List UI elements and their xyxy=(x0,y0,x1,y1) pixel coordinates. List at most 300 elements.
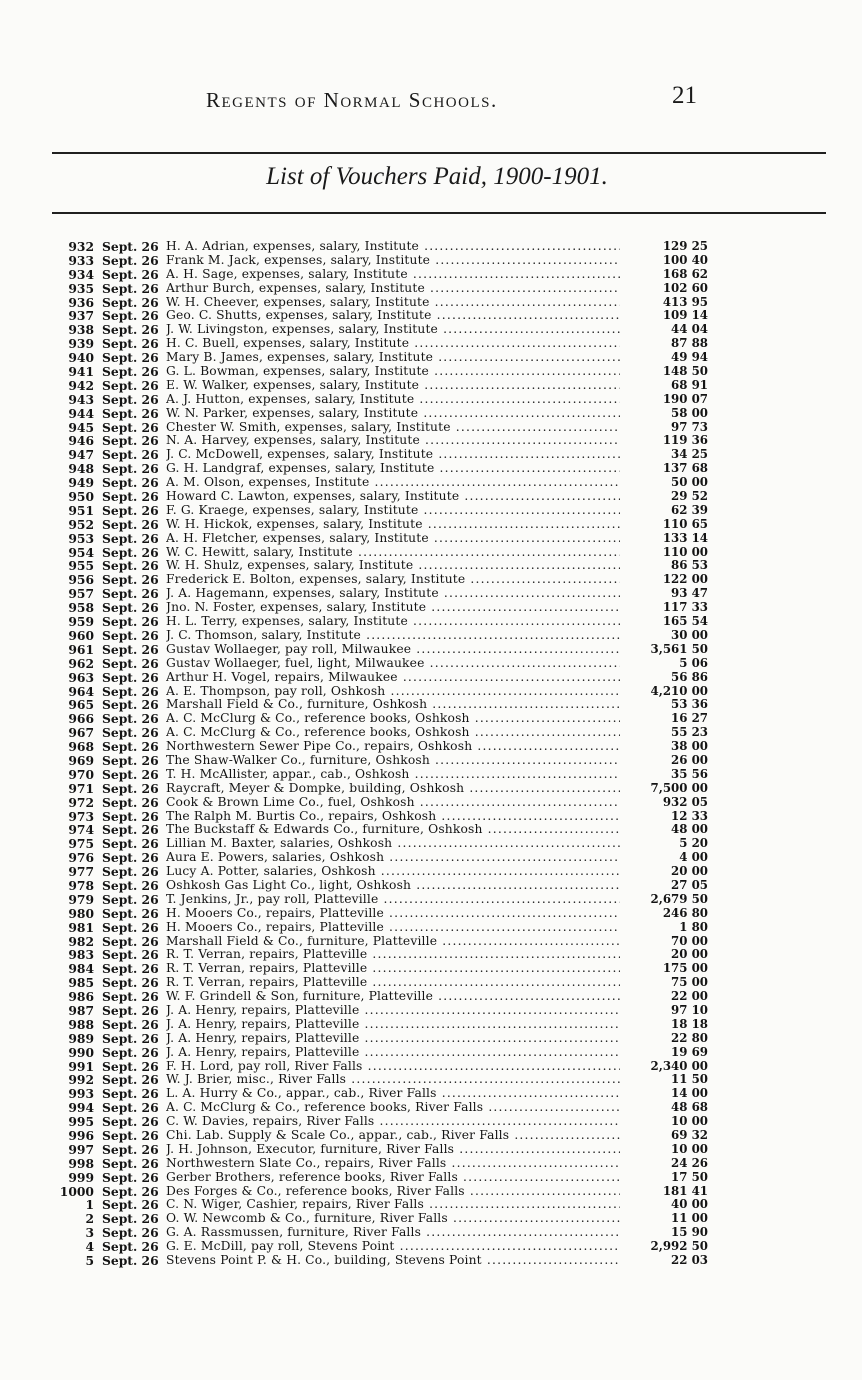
voucher-payee: A. M. Olson, expenses, Institute ..... xyxy=(166,476,620,490)
voucher-row xyxy=(0,879,862,893)
voucher-date: Sept. 26 xyxy=(102,1058,159,1074)
voucher-payee: H. C. Buell, expenses, salary, Institute ..... xyxy=(166,337,620,351)
voucher-amount: 11 50 xyxy=(671,1072,708,1087)
voucher-number: 992 xyxy=(68,1072,94,1088)
voucher-date: Sept. 26 xyxy=(102,1155,159,1171)
voucher-number: 956 xyxy=(68,572,94,588)
voucher-row xyxy=(0,1101,862,1115)
voucher-payee: Arthur H. Vogel, repairs, Milwaukee ..... xyxy=(166,671,620,685)
voucher-row xyxy=(0,754,862,768)
voucher-date: Sept. 26 xyxy=(102,1128,159,1143)
voucher-payee: Gustav Wollaeger, fuel, light, Milwaukee ..... xyxy=(166,657,620,671)
voucher-date: Sept. 26 xyxy=(102,864,159,880)
voucher-amount: 20 00 xyxy=(671,864,708,879)
voucher-amount: 17 50 xyxy=(671,1169,708,1184)
voucher-amount: 119 36 xyxy=(662,433,708,448)
voucher-date: Sept. 26 xyxy=(102,1072,159,1088)
voucher-payee: W. H. Cheever, expenses, salary, Institute ..... xyxy=(166,296,620,310)
voucher-row xyxy=(0,1143,862,1157)
voucher-number: 999 xyxy=(68,1169,94,1185)
voucher-payee: G. L. Bowman, expenses, salary, Institute ..... xyxy=(166,365,620,379)
voucher-payee: F. G. Kraege, expenses, salary, Institute ..... xyxy=(166,504,620,518)
voucher-payee: G. E. McDill, pay roll, Stevens Point ..... xyxy=(166,1240,620,1254)
voucher-number: 963 xyxy=(68,669,94,685)
voucher-number: 991 xyxy=(68,1058,94,1074)
voucher-date: Sept. 26 xyxy=(102,586,159,602)
voucher-number: 972 xyxy=(68,794,94,810)
voucher-amount: 110 00 xyxy=(662,544,708,559)
voucher-number: 936 xyxy=(68,294,94,310)
voucher-date: Sept. 26 xyxy=(102,1197,159,1213)
voucher-payee: G. H. Landgraf, expenses, salary, Institute ..... xyxy=(166,462,620,476)
voucher-row xyxy=(0,323,862,337)
voucher-date: Sept. 26 xyxy=(102,933,159,949)
voucher-number: 982 xyxy=(68,933,94,949)
voucher-row xyxy=(0,421,862,435)
voucher-amount: 58 00 xyxy=(671,405,708,420)
voucher-date: Sept. 26 xyxy=(102,669,159,685)
voucher-amount: 129 25 xyxy=(662,239,708,253)
voucher-row xyxy=(0,657,862,671)
voucher-number: 933 xyxy=(68,252,94,268)
voucher-number: 996 xyxy=(68,1128,94,1143)
voucher-payee: J. C. McDowell, expenses, salary, Institute ..... xyxy=(166,448,620,462)
voucher-payee: Northwestern Slate Co., repairs, River Falls ..... xyxy=(166,1157,620,1171)
voucher-number: 983 xyxy=(68,947,94,963)
voucher-date: Sept. 26 xyxy=(102,697,159,713)
voucher-number: 987 xyxy=(68,1002,94,1018)
voucher-date: Sept. 26 xyxy=(102,947,159,963)
voucher-row xyxy=(0,1018,862,1032)
voucher-row xyxy=(0,1254,862,1268)
voucher-date: Sept. 26 xyxy=(102,905,159,921)
voucher-row xyxy=(0,254,862,268)
voucher-amount: 24 26 xyxy=(671,1155,708,1170)
voucher-payee: W. J. Brier, misc., River Falls ..... xyxy=(166,1073,620,1087)
voucher-date: Sept. 26 xyxy=(102,1030,159,1046)
voucher-row xyxy=(0,309,862,323)
voucher-payee: J. A. Henry, repairs, Platteville ..... xyxy=(166,1004,620,1018)
voucher-number: 989 xyxy=(68,1030,94,1046)
voucher-payee: T. H. McAllister, appar., cab., Oshkosh ..... xyxy=(166,768,620,782)
voucher-date: Sept. 26 xyxy=(102,572,159,588)
voucher-number: 961 xyxy=(68,641,94,657)
voucher-number: 976 xyxy=(68,850,94,866)
voucher-date: Sept. 26 xyxy=(102,308,159,324)
voucher-payee: Lucy A. Potter, salaries, Oshkosh ..... xyxy=(166,865,620,879)
voucher-amount: 2,340 00 xyxy=(650,1058,708,1073)
voucher-row xyxy=(0,268,862,282)
voucher-number: 1 xyxy=(85,1197,94,1213)
voucher-payee: Des Forges & Co., reference books, River Falls ..... xyxy=(166,1185,620,1199)
voucher-amount: 29 52 xyxy=(671,489,708,504)
voucher-amount: 97 73 xyxy=(671,419,708,434)
voucher-date: Sept. 26 xyxy=(102,1253,159,1269)
voucher-row xyxy=(0,1004,862,1018)
voucher-date: Sept. 26 xyxy=(102,1002,159,1018)
voucher-payee: Northwestern Sewer Pipe Co., repairs, Oshkosh ..... xyxy=(166,740,620,754)
voucher-amount: 20 00 xyxy=(671,947,708,962)
voucher-number: 990 xyxy=(68,1044,94,1060)
voucher-row xyxy=(0,476,862,490)
voucher-amount: 148 50 xyxy=(662,364,708,379)
voucher-amount: 11 00 xyxy=(671,1211,708,1226)
voucher-number: 966 xyxy=(68,711,94,727)
voucher-payee: Gerber Brothers, reference books, River Falls ..... xyxy=(166,1171,620,1185)
page-header xyxy=(0,80,862,120)
voucher-date: Sept. 26 xyxy=(102,266,159,282)
voucher-amount: 181 41 xyxy=(662,1183,708,1198)
voucher-number: 957 xyxy=(68,586,94,602)
voucher-number: 953 xyxy=(68,530,94,546)
voucher-row xyxy=(0,907,862,921)
voucher-payee: W. H. Shulz, expenses, salary, Institute ..... xyxy=(166,559,620,573)
voucher-payee: Gustav Wollaeger, pay roll, Milwaukee ..... xyxy=(166,643,620,657)
voucher-date: Sept. 26 xyxy=(102,766,159,782)
voucher-payee: The Buckstaff & Edwards Co., furniture, Oshkosh ..... xyxy=(166,823,620,837)
voucher-row xyxy=(0,587,862,601)
top-rule xyxy=(52,152,826,154)
voucher-row xyxy=(0,823,862,837)
voucher-amount: 122 00 xyxy=(662,572,708,587)
voucher-number: 939 xyxy=(68,336,94,352)
voucher-row xyxy=(0,837,862,851)
voucher-row xyxy=(0,948,862,962)
voucher-number: 984 xyxy=(68,961,94,977)
voucher-row xyxy=(0,407,862,421)
voucher-payee: C. N. Wiger, Cashier, repairs, River Falls ..... xyxy=(166,1198,620,1212)
voucher-payee: Chester W. Smith, expenses, salary, Institute ..... xyxy=(166,421,620,435)
voucher-row xyxy=(0,1087,862,1101)
voucher-amount: 30 00 xyxy=(671,627,708,642)
voucher-date: Sept. 26 xyxy=(102,919,159,935)
voucher-amount: 34 25 xyxy=(671,447,708,462)
voucher-row xyxy=(0,629,862,643)
voucher-payee: Mary B. James, expenses, salary, Institute ..... xyxy=(166,351,620,365)
voucher-number: 954 xyxy=(68,544,94,560)
voucher-date: Sept. 26 xyxy=(102,1086,159,1102)
voucher-payee: C. W. Davies, repairs, River Falls ..... xyxy=(166,1115,620,1129)
voucher-amount: 1 80 xyxy=(679,919,708,934)
voucher-number: 975 xyxy=(68,836,94,852)
voucher-row xyxy=(0,240,862,254)
bottom-rule xyxy=(52,212,826,214)
voucher-row xyxy=(0,685,862,699)
voucher-number: 970 xyxy=(68,766,94,782)
voucher-amount: 100 40 xyxy=(662,252,708,267)
voucher-date: Sept. 26 xyxy=(102,489,159,505)
voucher-amount: 55 23 xyxy=(671,725,708,740)
voucher-date: Sept. 26 xyxy=(102,502,159,518)
voucher-amount: 68 91 xyxy=(671,377,708,392)
voucher-row xyxy=(0,601,862,615)
voucher-payee: The Ralph M. Burtis Co., repairs, Oshkosh ..... xyxy=(166,810,620,824)
voucher-amount: 4 00 xyxy=(679,850,708,865)
voucher-row xyxy=(0,1129,862,1143)
voucher-date: Sept. 26 xyxy=(102,627,159,643)
voucher-payee: Raycraft, Meyer & Dompke, building, Oshkosh ..... xyxy=(166,782,620,796)
voucher-row xyxy=(0,893,862,907)
voucher-amount: 27 05 xyxy=(671,877,708,892)
voucher-amount: 15 90 xyxy=(671,1225,708,1240)
voucher-row xyxy=(0,643,862,657)
voucher-amount: 70 00 xyxy=(671,933,708,948)
voucher-date: Sept. 26 xyxy=(102,1141,159,1157)
voucher-date: Sept. 26 xyxy=(102,1225,159,1241)
voucher-amount: 109 14 xyxy=(662,308,708,323)
voucher-amount: 75 00 xyxy=(671,975,708,990)
voucher-row xyxy=(0,351,862,365)
voucher-number: 995 xyxy=(68,1114,94,1130)
voucher-row xyxy=(0,337,862,351)
voucher-number: 969 xyxy=(68,752,94,768)
voucher-amount: 12 33 xyxy=(671,808,708,823)
voucher-amount: 48 00 xyxy=(671,822,708,837)
voucher-date: Sept. 26 xyxy=(102,1114,159,1130)
voucher-payee: A. J. Hutton, expenses, salary, Institute ..... xyxy=(166,393,620,407)
voucher-amount: 19 69 xyxy=(671,1044,708,1059)
voucher-amount: 2,679 50 xyxy=(650,891,708,906)
voucher-date: Sept. 26 xyxy=(102,739,159,755)
voucher-number: 977 xyxy=(68,864,94,880)
voucher-row xyxy=(0,1046,862,1060)
voucher-payee: A. E. Thompson, pay roll, Oshkosh ..... xyxy=(166,685,620,699)
list-title: List of Vouchers Paid, 1900-1901. xyxy=(266,163,608,190)
voucher-number: 4 xyxy=(85,1239,94,1255)
voucher-amount: 26 00 xyxy=(671,752,708,767)
voucher-number: 941 xyxy=(68,364,94,380)
voucher-date: Sept. 26 xyxy=(102,1211,159,1227)
voucher-amount: 110 65 xyxy=(662,516,708,531)
voucher-amount: 10 00 xyxy=(671,1114,708,1129)
voucher-number: 960 xyxy=(68,627,94,643)
voucher-row xyxy=(0,768,862,782)
voucher-row xyxy=(0,782,862,796)
voucher-payee: J. C. Thomson, salary, Institute ..... xyxy=(166,629,620,643)
voucher-amount: 246 80 xyxy=(662,905,708,920)
voucher-payee: G. A. Rassmussen, furniture, River Falls ..... xyxy=(166,1226,620,1240)
voucher-amount: 44 04 xyxy=(671,322,708,337)
voucher-payee: Cook & Brown Lime Co., fuel, Oshkosh ..... xyxy=(166,796,620,810)
voucher-number: 948 xyxy=(68,461,94,477)
voucher-row xyxy=(0,448,862,462)
voucher-amount: 7,500 00 xyxy=(650,780,708,795)
voucher-row xyxy=(0,810,862,824)
voucher-payee: A. C. McClurg & Co., reference books, River Falls ..... xyxy=(166,1101,620,1115)
voucher-amount: 49 94 xyxy=(671,350,708,365)
voucher-row xyxy=(0,559,862,573)
voucher-number: 5 xyxy=(85,1253,94,1269)
voucher-payee: R. T. Verran, repairs, Platteville ..... xyxy=(166,948,620,962)
voucher-date: Sept. 26 xyxy=(102,780,159,796)
voucher-amount: 175 00 xyxy=(662,961,708,976)
voucher-row xyxy=(0,671,862,685)
voucher-date: Sept. 26 xyxy=(102,794,159,810)
voucher-number: 950 xyxy=(68,489,94,505)
voucher-date: Sept. 26 xyxy=(102,683,159,699)
voucher-date: Sept. 26 xyxy=(102,822,159,838)
voucher-payee: Frederick E. Bolton, expenses, salary, Institute ..... xyxy=(166,573,620,587)
voucher-number: 981 xyxy=(68,919,94,935)
voucher-row xyxy=(0,546,862,560)
voucher-row xyxy=(0,712,862,726)
voucher-date: Sept. 26 xyxy=(102,877,159,893)
voucher-amount: 932 05 xyxy=(662,794,708,809)
voucher-row xyxy=(0,393,862,407)
voucher-payee: J. H. Johnson, Executor, furniture, River Falls ..... xyxy=(166,1143,620,1157)
voucher-row xyxy=(0,1060,862,1074)
voucher-payee: Geo. C. Shutts, expenses, salary, Institute ..... xyxy=(166,309,620,323)
voucher-amount: 4,210 00 xyxy=(650,683,708,698)
voucher-payee: Oshkosh Gas Light Co., light, Oshkosh ..... xyxy=(166,879,620,893)
voucher-payee: Howard C. Lawton, expenses, salary, Institute ..... xyxy=(166,490,620,504)
voucher-number: 980 xyxy=(68,905,94,921)
voucher-row xyxy=(0,1073,862,1087)
voucher-number: 951 xyxy=(68,502,94,518)
voucher-date: Sept. 26 xyxy=(102,711,159,727)
voucher-date: Sept. 26 xyxy=(102,364,159,380)
voucher-amount: 50 00 xyxy=(671,475,708,490)
voucher-amount: 62 39 xyxy=(671,502,708,517)
voucher-payee: A. H. Sage, expenses, salary, Institute ..... xyxy=(166,268,620,282)
voucher-number: 943 xyxy=(68,391,94,407)
voucher-number: 967 xyxy=(68,725,94,741)
voucher-number: 952 xyxy=(68,516,94,532)
voucher-row xyxy=(0,740,862,754)
voucher-row xyxy=(0,1032,862,1046)
voucher-date: Sept. 26 xyxy=(102,614,159,630)
voucher-row xyxy=(0,962,862,976)
voucher-amount: 5 06 xyxy=(679,655,708,670)
voucher-date: Sept. 26 xyxy=(102,252,159,268)
voucher-number: 945 xyxy=(68,419,94,435)
voucher-date: Sept. 26 xyxy=(102,461,159,477)
voucher-date: Sept. 26 xyxy=(102,600,159,616)
voucher-row xyxy=(0,462,862,476)
voucher-row xyxy=(0,282,862,296)
voucher-payee: Arthur Burch, expenses, salary, Institute ..... xyxy=(166,282,620,296)
voucher-row xyxy=(0,851,862,865)
voucher-number: 962 xyxy=(68,655,94,671)
voucher-number: 978 xyxy=(68,877,94,893)
voucher-date: Sept. 26 xyxy=(102,655,159,671)
voucher-row xyxy=(0,1185,862,1199)
voucher-number: 959 xyxy=(68,614,94,630)
running-title: Regents of Normal Schools. xyxy=(206,88,498,112)
voucher-payee: H. Mooers Co., repairs, Platteville ..... xyxy=(166,921,620,935)
voucher-row xyxy=(0,518,862,532)
voucher-payee: J. A. Henry, repairs, Platteville ..... xyxy=(166,1032,620,1046)
voucher-number: 968 xyxy=(68,739,94,755)
voucher-amount: 413 95 xyxy=(662,294,708,309)
voucher-date: Sept. 26 xyxy=(102,1016,159,1032)
voucher-payee: L. A. Hurry & Co., appar., cab., River Falls ..... xyxy=(166,1087,620,1101)
voucher-date: Sept. 26 xyxy=(102,641,159,657)
voucher-date: Sept. 26 xyxy=(102,1044,159,1060)
voucher-date: Sept. 26 xyxy=(102,530,159,546)
voucher-amount: 165 54 xyxy=(662,614,708,629)
voucher-payee: E. W. Walker, expenses, salary, Institute ..... xyxy=(166,379,620,393)
voucher-date: Sept. 26 xyxy=(102,975,159,991)
voucher-amount: 168 62 xyxy=(662,266,708,281)
voucher-payee: J. A. Henry, repairs, Platteville ..... xyxy=(166,1018,620,1032)
voucher-date: Sept. 26 xyxy=(102,280,159,296)
voucher-row xyxy=(0,726,862,740)
voucher-date: Sept. 26 xyxy=(102,377,159,393)
voucher-amount: 133 14 xyxy=(662,530,708,545)
voucher-payee: F. H. Lord, pay roll, River Falls ..... xyxy=(166,1060,620,1074)
voucher-amount: 16 27 xyxy=(671,711,708,726)
voucher-date: Sept. 26 xyxy=(102,725,159,741)
voucher-amount: 87 88 xyxy=(671,336,708,351)
voucher-row xyxy=(0,990,862,1004)
voucher-number: 986 xyxy=(68,989,94,1005)
voucher-row xyxy=(0,490,862,504)
voucher-date: Sept. 26 xyxy=(102,1100,159,1116)
voucher-number: 955 xyxy=(68,558,94,574)
voucher-row xyxy=(0,935,862,949)
voucher-date: Sept. 26 xyxy=(102,891,159,907)
voucher-date: Sept. 26 xyxy=(102,516,159,532)
voucher-payee: A. H. Fletcher, expenses, salary, Institute ..... xyxy=(166,532,620,546)
voucher-payee: T. Jenkins, Jr., pay roll, Platteville ..... xyxy=(166,893,620,907)
voucher-number: 949 xyxy=(68,475,94,491)
voucher-payee: R. T. Verran, repairs, Platteville ..... xyxy=(166,976,620,990)
voucher-amount: 40 00 xyxy=(671,1197,708,1212)
voucher-date: Sept. 26 xyxy=(102,850,159,866)
voucher-date: Sept. 26 xyxy=(102,391,159,407)
voucher-amount: 3,561 50 xyxy=(650,641,708,656)
voucher-date: Sept. 26 xyxy=(102,544,159,560)
voucher-date: Sept. 26 xyxy=(102,433,159,449)
voucher-number: 985 xyxy=(68,975,94,991)
voucher-amount: 38 00 xyxy=(671,739,708,754)
voucher-number: 940 xyxy=(68,350,94,366)
voucher-number: 937 xyxy=(68,308,94,324)
voucher-date: Sept. 26 xyxy=(102,239,159,254)
voucher-date: Sept. 26 xyxy=(102,350,159,366)
voucher-payee: Marshall Field & Co., furniture, Oshkosh ..... xyxy=(166,698,620,712)
voucher-row xyxy=(0,1171,862,1185)
voucher-number: 993 xyxy=(68,1086,94,1102)
voucher-payee: A. C. McClurg & Co., reference books, Oshkosh ..... xyxy=(166,726,620,740)
voucher-number: 958 xyxy=(68,600,94,616)
voucher-row xyxy=(0,796,862,810)
voucher-date: Sept. 26 xyxy=(102,1183,159,1199)
voucher-number: 947 xyxy=(68,447,94,463)
voucher-row xyxy=(0,379,862,393)
voucher-payee: R. T. Verran, repairs, Platteville ..... xyxy=(166,962,620,976)
voucher-row xyxy=(0,434,862,448)
voucher-date: Sept. 26 xyxy=(102,322,159,338)
voucher-amount: 69 32 xyxy=(671,1128,708,1142)
voucher-number: 974 xyxy=(68,822,94,838)
voucher-number: 997 xyxy=(68,1141,94,1157)
voucher-date: Sept. 26 xyxy=(102,989,159,1005)
voucher-amount: 22 80 xyxy=(671,1030,708,1045)
voucher-number: 964 xyxy=(68,683,94,699)
voucher-date: Sept. 26 xyxy=(102,808,159,824)
voucher-payee: J. A. Henry, repairs, Platteville ..... xyxy=(166,1046,620,1060)
voucher-amount: 137 68 xyxy=(662,461,708,476)
voucher-row xyxy=(0,296,862,310)
voucher-date: Sept. 26 xyxy=(102,405,159,421)
voucher-amount: 56 86 xyxy=(671,669,708,684)
voucher-number: 935 xyxy=(68,280,94,296)
voucher-payee: H. A. Adrian, expenses, salary, Institute ..... xyxy=(166,240,620,254)
voucher-row xyxy=(0,615,862,629)
voucher-amount: 5 20 xyxy=(679,836,708,851)
